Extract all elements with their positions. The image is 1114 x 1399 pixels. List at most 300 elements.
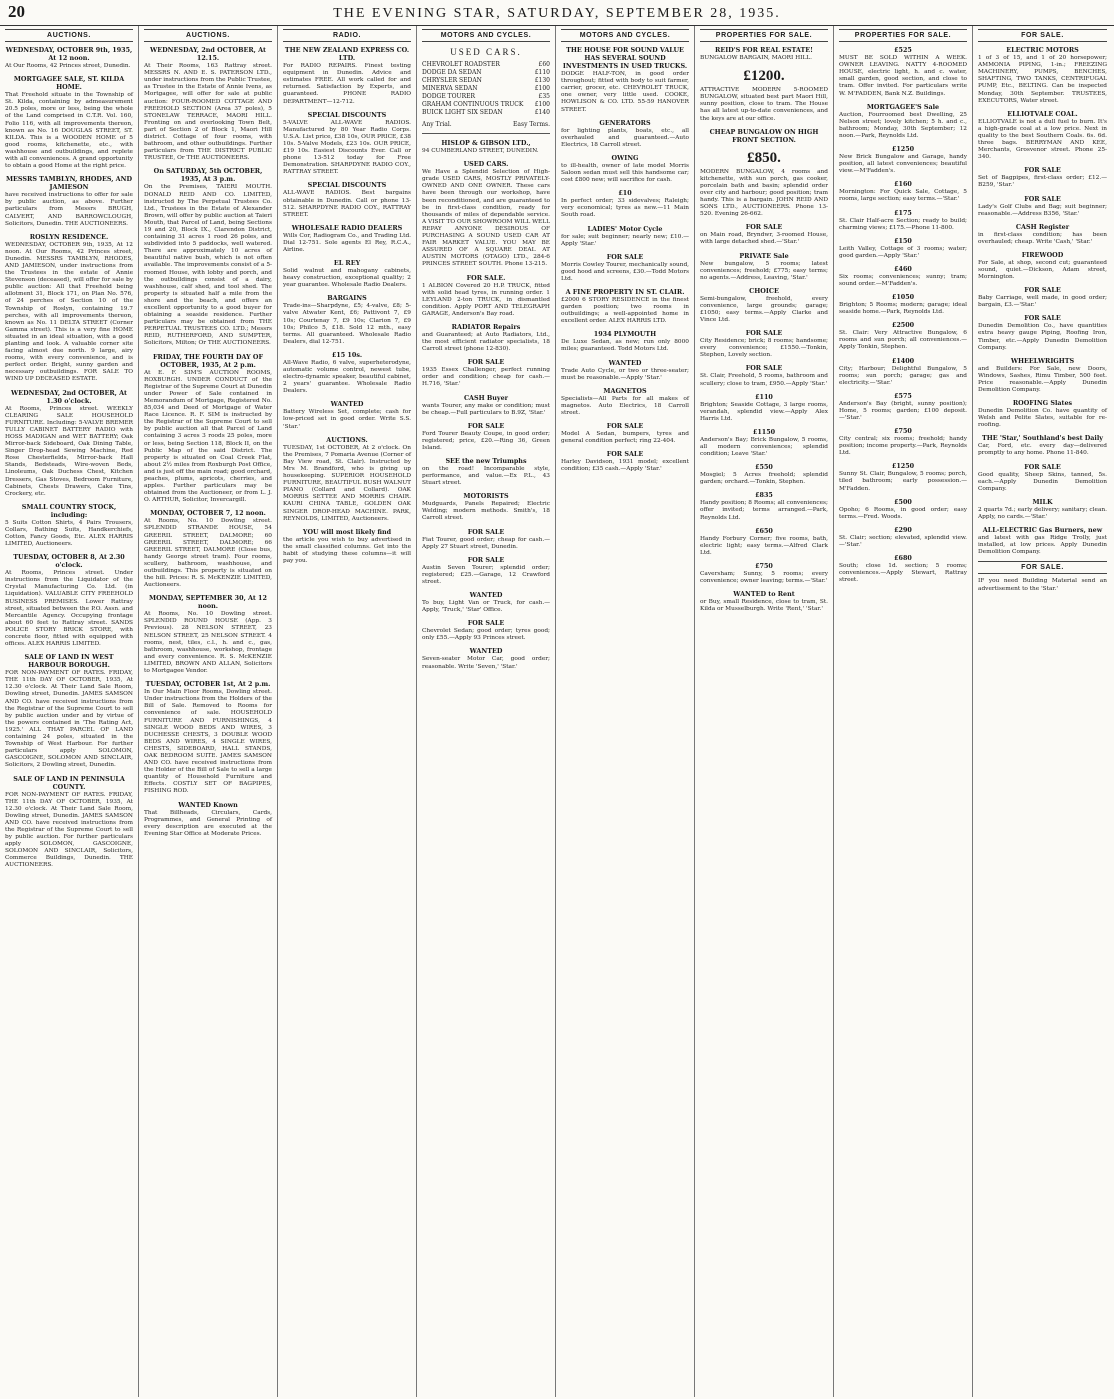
ad-heading: FOR SALE <box>467 619 505 628</box>
ad-block <box>839 265 967 288</box>
ad-body: Battery Wireless Set, complete; cash for low-priced set in good order. Write S.S. 'Star.' <box>283 409 411 430</box>
ad-heading: MORTGAGEE SALE, ST. KILDA HOME. <box>13 75 125 92</box>
ad-body: At Rooms, Princes street. Under instructions from the Liquidator of the Crystal Manufacturing Co. Ltd. (in Liquidation). VALUABLE CITY FREEHOLD BUSINESS PREMISES. Lower Rattray street, situated between the P.O. Assn. and Mercantile Agency. Occupying frontage about 60 feet to Rattray street. SANDS POLICE STORY BRICK STORE, with concrete floor, fitted with equipped with offices. ALEX HARRIS LIMITED. <box>5 570 133 648</box>
ad-block <box>422 591 550 614</box>
ad-block <box>5 389 133 498</box>
ad-block <box>422 323 550 353</box>
car-name: CHRYSLER SEDAN <box>422 77 482 85</box>
ad-body: wants Tourer, any make or condition; must be cheap.—Full particulars to B.9Z, 'Star.' <box>422 402 550 416</box>
ad-block <box>422 528 550 551</box>
ad-heading: FIREWOOD <box>1021 250 1064 259</box>
ad-block <box>839 145 967 175</box>
ad-heading: GENERATORS <box>599 118 651 127</box>
ad-heading: EL REY <box>333 259 361 268</box>
ad-block <box>422 457 550 487</box>
ad-heading: FOR SALE <box>745 329 783 338</box>
ad-heading: FOR SALE <box>745 223 783 232</box>
ad-block <box>283 259 411 289</box>
ad-block <box>561 154 689 184</box>
ad-heading: TUESDAY, OCTOBER 8, At 2.30 o'clock. <box>13 553 125 570</box>
ad-heading: ROSLYN RESIDENCE. <box>29 232 109 241</box>
ad-body: Six rooms; conveniences; sunny; tram; sound order.—M'Fadden's. <box>839 273 967 287</box>
ad-heading: REID'S FOR REAL ESTATE! <box>715 46 813 55</box>
ad-block <box>422 619 550 642</box>
ad-heading: £650 <box>755 526 773 535</box>
divider <box>422 133 550 134</box>
ad-body: Good quality, Sheep Skins, tanned, 5s. each.—Apply Dunedin Demolition Company. <box>978 471 1107 492</box>
ad-body: Mosgiel; 5 Acres freehold; splendid garden; orchard.—Tonkin, Stephen. <box>700 472 828 486</box>
ad-body: For Sale, at shop, second cut; guaranteed sound, quiet.—Dickson, Adam street, Mornington. <box>978 259 1107 281</box>
ad-heading: PRIVATE Sale <box>739 251 789 260</box>
ad-block <box>144 46 272 162</box>
ad-block <box>561 330 689 353</box>
ad-body: Lady's Golf Clubs and Bag; suit beginner; reasonable.—Address B356, 'Star.' <box>978 203 1107 217</box>
ad-body: That Freehold situate in the Township of St. Kilda, containing by admeasurement 20.5 poles, more or less, being the whole of the Land comprised in C.T.R. Vol. 160, Folio 116, with all improvements thereon, known as No. 16 DOUGLAS STREET, ST. KILDA. This is a WOODEN HOME of 5 good rooms, kitchenette, etc., with washhouse and outbuildings, and replete with all conveniences. A grand opportunity to obtain a good Home at the right price. <box>5 92 133 170</box>
column-heading: FOR SALE. <box>978 29 1107 42</box>
ad-heading: CHOICE <box>749 286 779 295</box>
ad-block <box>283 351 411 395</box>
price-row <box>422 61 550 69</box>
ad-heading: FOR SALE <box>1024 166 1061 175</box>
ad-block <box>422 422 550 452</box>
ad-body: and Builders: For Sale, new Doors, Windows, Sashes, Rimu Timber, 500 feet. Price reasonable.—Apply Dunedin Demolition Company. <box>978 365 1107 393</box>
ad-block <box>283 528 411 565</box>
ad-body: We Have a Splendid Selection of High-grade USED CARS, MOSTLY PRIVATELY-OWNED AND ONE OWNER. These cars have been through our workshop, have been reconditioned, and are guaranteed to be in first-class condition, ready for thousands of miles of dependable service. A VISIT TO OUR SHOWROOM WILL WELL REPAY ANYONE DESIROUS OF PURCHASING A SOUND USED CAR AT FAIR MARKET VALUE. YOU MAY BE ASSURED OF A SQUARE DEAL AT AUSTIN MOTORS (OTAGO) LTD., 284-6 PRINCES STREET SOUTH. Phone 13-215. <box>422 169 550 268</box>
car-price: £100 <box>534 85 550 93</box>
ad-body: Harley Davidson, 1931 model; excellent condition; £35 cash.—Apply 'Star.' <box>561 459 689 473</box>
ad-heading: WHOLESALE RADIO DEALERS <box>291 223 403 232</box>
ad-block <box>978 251 1107 281</box>
ad-block <box>561 359 689 382</box>
ad-block <box>283 400 411 430</box>
ad-body: Mornington: For Quick Sale, Cottage, 5 rooms, large section; easy terms.—'Star.' <box>839 189 967 203</box>
ad-block <box>839 526 967 549</box>
ad-block <box>561 253 689 283</box>
ad-heading: £680 <box>894 554 912 563</box>
ad-heading: BARGAINS <box>327 294 367 303</box>
ad-body: 94 CUMBERLAND STREET, DUNEDIN. <box>422 148 539 155</box>
ad-block <box>422 139 550 155</box>
ad-body: MUST BE SOLD WITHIN A WEEK. OWNER LEAVING. NATTY 4-ROOMED HOUSE, electric light, h. and c. water, small garden, good section, and close to tram. Offer invited. For particulars write W. M'FADDEN, Bank N.Z. Buildings. <box>839 55 967 97</box>
ad-heading: SPECIAL DISCOUNTS <box>307 110 387 119</box>
ad-body: and Guaranteed; at Auto Radiators, Ltd., the most efficient radiator specialists, 18 Carroll street (phone 12-830). <box>422 331 550 353</box>
ad-heading: RADIATOR Repairs <box>451 322 521 331</box>
ad-block <box>144 167 272 347</box>
ad-body: ATTRACTIVE MODERN 5-ROOMED BUNGALOW, situated best part Maori Hill, sunny position, close to tram. The House has all latest up-to-date conveniences, and the keys are at our office. <box>700 87 828 122</box>
ad-block <box>839 103 967 140</box>
ad-body: £2000 6 STORY RESIDENCE in the finest garden position; two rooms in outbuildings; a well-appointed home in excellent order. ALEX HARRIS LTD. <box>561 296 689 325</box>
ad-heading: MONDAY, OCTOBER 7, 12 noon. <box>150 509 266 518</box>
ad-heading: MOTORISTS <box>463 492 509 501</box>
ad-body: Car, Ford, etc. every day—delivered promptly to any home. Phone 11-840. <box>978 443 1107 457</box>
ad-body: Austin Seven Tourer; splendid order; registered; £25.—Garage, 12 Crawford street. <box>422 564 550 585</box>
ad-block <box>839 180 967 203</box>
ad-block <box>561 225 689 248</box>
ad-block <box>700 128 828 144</box>
ad-heading: SALE OF LAND IN WEST HARBOUR BOROUGH. <box>24 653 114 670</box>
column-2 <box>139 26 278 1397</box>
ad-block <box>283 436 411 523</box>
ad-body: Sunny St. Clair, Bungalow, 5 rooms; porch, tiled bathroom; early possession.—M'Fadden. <box>839 471 967 492</box>
ad-body: De Luxe Sedan, as new; run only 8000 miles; guaranteed. Todd Motors Ltd. <box>561 339 689 353</box>
ad-body: WEDNESDAY, OCTOBER 9th, 1935, At 12 noon. At Our Rooms, 42 Princes street, Dunedin. MESSRS TAMBLYN, RHODES, AND JAMIESON, under instructions from the Trustees in the estate of Annie Stevenson (deceased), will offer for sale by public auction: All that Freehold being allotment 31, Block 171, on Plan No. 576, of 24 perches of Section 10 of the Township of Roslyn, containing 19.7 perches, with all improvements thereon, known as No. 11 DELTA STREET (Corner Gamma street). This is a very fine HOME situated in an ideal situation, with a good planting and look. A valuable corner site facing almost due north. 9 large, airy rooms, with every convenience, and is perfect order. Bright, sunny garden and necessary outbuildings. FOR SALE TO WIND UP DECEASED ESTATE. <box>5 241 133 383</box>
ad-block <box>5 175 133 227</box>
ad-block <box>144 594 272 675</box>
ad-block <box>839 209 967 232</box>
newspaper-title: THE EVENING STAR, SATURDAY, SEPTEMBER 28, 1935. <box>333 6 781 21</box>
ad-body: St. Clair, Freehold, 5 rooms, bathroom and scullery; close to tram, £950.—Apply 'Star.' <box>700 373 828 387</box>
car-name: DODGE DA SEDAN <box>422 69 482 77</box>
ad-block <box>561 46 689 114</box>
ad-body: New bungalow, 5 rooms; latest conveniences; freehold; £775; easy terms; no agents.—Address, Leaving, 'Star.' <box>700 260 828 281</box>
column-5 <box>556 26 695 1397</box>
ad-body: 5 Suits Cotton Shirts, 4 Pairs Trousers, Collars, Bathing Suits, Handkerchiefs, Cotton, Fancy Goods, Etc. ALEX HARRIS LIMITED, Auctioneers. <box>5 519 133 548</box>
ad-body: have received instructions to offer for sale by public auction, as above. Further particulars from Messrs BRUGH, CALVERT, AND BARROWCLOUGH, Solicitors, Dunedin. THE AUCTIONEERS. <box>5 192 133 227</box>
car-price: £110 <box>534 69 550 77</box>
ad-heading: £1250 <box>891 145 915 154</box>
ad-block <box>978 434 1107 457</box>
ad-body: Handy position; 8 Rooms; all conveniences; offer invited; terms arranged.—Park, Reynolds Ltd. <box>700 500 828 521</box>
ad-heading: CASH Register <box>1015 222 1070 231</box>
ad-block <box>700 287 828 324</box>
ad-block <box>700 329 828 359</box>
car-price: £130 <box>534 77 550 85</box>
ad-body: At E. F. SIM'S AUCTION ROOMS, ROXBURGH. UNDER CONDUCT of the Registrar of the Supreme Court at Dunedin under Power of Sale contained in Memorandum of Mortgage, Registered No. 85,034 and Deed of Mortgage of Water Race Licence. R. F. SIM is instructed by the Registrar of the Supreme Court to sell by public auction all that Parcel of Land containing 3 acres 3 roods 25 poles, more or less, being Section 118, Block II, on the Public Map of the said District. The property is situated on Coal Creek Flat, about 2½ miles from Roxburgh Post Office, and is just off the main road; good orchard, peaches, plums, apricots, cherries, and apples. Further particulars may be obtained from the Auctioneer, or from L. J. O. ARTHUR, Solicitor, Invercargill. <box>144 369 272 504</box>
ad-body: Morris Cowley Tourer, mechanically sound, good hood and screens, £30.—Todd Motors Ltd. <box>561 261 689 282</box>
column-heading: PROPERTIES FOR SALE. <box>839 29 967 42</box>
ad-body: Chevrolet Sedan; good order; tyres good; only £55.—Apply 93 Princes street. <box>422 628 550 642</box>
ad-heading: £15 10s. <box>331 350 363 359</box>
ad-heading: £1050 <box>891 293 915 302</box>
ad-heading: On SATURDAY, 5th OCTOBER, 1935, At 3 p.m. <box>153 167 263 184</box>
ad-block <box>422 492 550 522</box>
ad-heading: £550 <box>755 463 773 472</box>
ad-heading: ROOFING Slates <box>1012 399 1073 408</box>
ad-body: In Our Main Floor Rooms, Dowling street. Under instructions from the Holders of the Bill of Sale. Removed to Rooms for convenience of sale. HOUSEHOLD FURNITURE AND FURNISHINGS, 4 SINGLE WOOD BEDS AND WIRES, 3 DUCHESSE CHESTS, 3 DOUBLE WOOD BEDS AND WIRES, 4 SINGLE WIRES, CHESTS, SIDEBOARD, HALL STANDS, OAK BEDROOM SUITE. JAMES SAMSON AND CO. have received instructions from the Holder of the Bill of Sale to sell a large quantity of Household Furniture and Effects. COSTLY SET OF BAGPIPES, FISHING ROD. <box>144 689 272 795</box>
ad-block <box>5 503 133 548</box>
ad-body: Brighton; Seaside Cottage, 3 large rooms, verandah, splendid view.—Apply Alex Harris Ltd. <box>700 401 828 422</box>
ad-block <box>700 46 828 62</box>
column-heading: RADIO. <box>283 29 411 42</box>
ad-heading: £750 <box>894 427 912 436</box>
ad-block <box>978 195 1107 218</box>
ad-body: Baby Carriage, well made, in good order; bargain, £3.—'Star.' <box>978 295 1107 309</box>
ad-heading: FOR SALE <box>1024 462 1061 471</box>
ad-body: At Rooms, No. 10 Dowling street. SPLENDID STRANDE HOUSE, 54 GREERIL STREET, DALMORE; 60 GREERIL STREET, DALMORE; 66 GREERIL STREET, DALMORE (Close bus, handy George street tram). Four rooms, scullery, bathroom, washhouse, and outbuildings. This property is situated on the hill. Prices: R. S. McKENZIE LIMITED, Auctioneers. <box>144 518 272 589</box>
price-row <box>422 109 550 117</box>
ad-body: or Buy, small Residence, close to tram, St. Kilda or Musselburgh. Write 'Rent,' 'Star.' <box>700 599 828 613</box>
ad-heading: LADIES' Motor Cycle <box>587 224 663 233</box>
ad-block <box>700 67 828 122</box>
ad-body: St. Clair Half-acre Section; ready to build; charming views; £175.—Phone 11-800. <box>839 217 967 231</box>
ad-block <box>5 46 133 70</box>
ad-body: At Rooms, No. 10 Dowling street. SPLENDID ROUND HOUSE (App. 3 Previous). 28 NELSON STREET, 23 NELSON STREET, 25 NELSON STREET. 4 rooms, nest, tiles, c.l., h. and c., gas, bathroom, washhouse, workshop, frontage and every convenience. R. S. McKENZIE LIMITED, BROWN AND ALLAN, Solicitors to Mortgagee Vendor. <box>144 611 272 675</box>
ad-heading: 1934 PLYMOUTH <box>593 330 657 339</box>
ad-heading: WANTED <box>608 358 642 367</box>
ad-body: for sale; suit beginner; nearly new; £10.—Apply 'Star.' <box>561 233 689 247</box>
ad-heading: £150 <box>894 236 912 245</box>
ad-body: Model A Sedan, bumpers, tyres and general condition perfect; ring 22-404. <box>561 431 689 445</box>
ad-heading: WANTED to Rent <box>733 590 795 599</box>
ad-heading: THE NEW ZEALAND EXPRESS CO. LTD. <box>284 46 410 63</box>
used-cars-heading: USED CARS. <box>450 47 522 58</box>
ad-block <box>422 160 550 268</box>
ad-block <box>283 181 411 218</box>
ad-body: Solid walnut and mahogany cabinets, heavy construction, exceptional quality; 2 year guarantee. Wholesale Radio Dealers. <box>283 268 411 289</box>
ad-body: and latest with gas Ridge Trolly, just installed, at low prices. Apply Dunedin Demolition Company. <box>978 535 1107 556</box>
ad-heading: FOR SALE <box>467 555 505 564</box>
ad-body: TUESDAY, 1st OCTOBER, At 2 o'clock. On the Premises, 7 Pomaria Avenue (Corner of Bay View road, St. Clair). Instructed by Mrs M. Brandford, who is giving up housekeeping. SUPERIOR HOUSEHOLD FURNITURE, BEAUTIFUL BUSH WALNUT PIANO (Collard and Collard). OAK MORRIS SETTEE AND MORRIS CHAIR. KAURI CHINA TABLE, GOLDEN OAK SINGER DROP-HEAD MACHINE. PARK, REYNOLDS, LIMITED, Auctioneers. <box>283 444 411 522</box>
column-3 <box>278 26 417 1397</box>
car-name: CHEVROLET ROADSTER <box>422 61 500 69</box>
ad-block <box>978 498 1107 521</box>
ad-block <box>283 294 411 346</box>
ad-block <box>978 357 1107 394</box>
ad-heading: HISLOP & GIBSON LTD., <box>441 139 531 148</box>
column-heading: PROPERTIES FOR SALE. <box>700 29 828 42</box>
ad-heading: FOR SALE <box>606 252 644 261</box>
car-price: £140 <box>534 109 550 117</box>
ad-body: FOR NON-PAYMENT OF RATES. FRIDAY, THE 11th DAY OF OCTOBER, 1935, At 12.30 o'clock. At Their Land Sale Room, Dowling street, Dunedin. JAMES SAMSON AND CO. have received instructions from the Registrar of the Supreme Court to sell by public auction. For further particulars apply SOLOMON, GASCOIGNE, SOLOMON AND SINCLAIR, Solicitors, Commerce Buildings, Dunedin. THE AUCTIONEERS. <box>5 791 133 869</box>
ad-body: At Their Rooms, 163 Rattray street. MESSRS N. AND E. S. PATERSON LTD., under instructions from the Public Trustee, as Trustee in the Estate of Annie Ivens, as Mortgagee, will offer for sale at public auction: FOUR-ROOMED COTTAGE AND FREEHOLD SECTION (Area 37 poles), 5 STONELAW TERRACE, MAORI HILL. Fronting on and overlooking Town Belt, part of Section 2 of Block 1, Maori Hill district. Cottage of four rooms, with bathroom, and other outbuildings. Further particulars from THE DISTRICT PUBLIC TRUSTEE, Or THE AUCTIONEERS. <box>144 63 272 162</box>
ad-block <box>839 462 967 492</box>
ad-heading: YOU will most likely find <box>302 527 392 536</box>
ad-block <box>700 223 828 246</box>
terms-row <box>422 121 550 129</box>
ad-heading: ELLIOTVALE COAL. <box>1007 109 1078 118</box>
ad-block <box>700 463 828 486</box>
ad-heading: WANTED <box>330 400 364 409</box>
ad-heading: FOR SALE <box>467 421 505 430</box>
car-price: £60 <box>538 61 550 69</box>
ad-body: on the road! Incomparable style, performance, and value.—Ex P.L., 43 Stuart street. <box>422 466 550 487</box>
ad-block <box>422 556 550 586</box>
ad-block <box>978 166 1107 189</box>
ad-block <box>700 590 828 613</box>
ad-block <box>700 527 828 557</box>
ad-heading: CASH Buyer <box>463 393 509 402</box>
ad-body: 1 of 3 of 15, and 1 of 20 horsepower; AMMONIA PIPING, 1-in.; FREEZING MACHINERY, PUMPS, BENCHES, SHAFTING, TWO TANKS, CENTRIFUGAL PUMP, Etc., BELTING. Can be inspected Monday, 30th September. TRUSTEES, EXECUTORS, Water street. <box>978 55 1107 104</box>
ad-heading: MORTGAGEE'S Sale <box>866 102 940 111</box>
ad-body: Anderson's Bay; Brick Bungalow, 5 rooms, all modern conveniences; splendid condition; Leave 'Star.' <box>700 436 828 458</box>
ad-heading: £575 <box>894 391 912 400</box>
ad-heading: SMALL COUNTRY STOCK, including: <box>21 502 117 519</box>
ad-block <box>839 321 967 351</box>
ad-block <box>700 491 828 521</box>
ad-block <box>839 554 967 584</box>
car-name: BUICK LIGHT SIX SEDAN <box>422 109 503 117</box>
ad-heading: MILK <box>1032 497 1053 506</box>
car-name: DODGE TOURER <box>422 93 476 101</box>
ad-block <box>839 237 967 260</box>
ad-heading: £500 <box>894 497 912 506</box>
ad-block <box>561 288 689 325</box>
ad-block <box>561 450 689 473</box>
ad-block <box>839 293 967 316</box>
ad-heading: £1250 <box>891 462 915 471</box>
ad-body: Fiat Tourer, good order; cheap for cash.—Apply 27 Stuart street, Dunedin. <box>422 536 550 550</box>
column-7 <box>834 26 973 1397</box>
ad-heading: THE 'Star,' Southland's best Daily <box>981 434 1103 443</box>
column-1 <box>0 26 139 1397</box>
ad-body: Set of Bagpipes, first-class order; £12.—B259, 'Star.' <box>978 175 1107 189</box>
ad-block <box>839 46 967 98</box>
ad-body: At Our Rooms, 42 Princes street, Dunedin. <box>5 63 131 70</box>
ad-body: City central; six rooms; freehold; handy position; income property.—Park, Reynolds Ltd. <box>839 436 967 457</box>
ad-body: for lighting plants, boats, etc., all overhauled and guaranteed.—Auto Electrics, 18 Carroll street. <box>561 127 689 148</box>
bottom-ad: IF you need Building Material send an advertisement to the 'Star.' <box>978 578 1107 592</box>
ad-heading: MESSRS TAMBLYN, RHODES, AND JAMIESON <box>5 175 133 192</box>
ad-block <box>978 286 1107 309</box>
ad-body: Anderson's Bay (bright, sunny position); Home, 5 rooms; garden; £100 deposit.—'Star.' <box>839 400 967 421</box>
terms-left: Any Trial. <box>422 121 452 129</box>
ad-block <box>422 274 550 318</box>
ad-block <box>700 364 828 387</box>
ad-heading: FOR SALE <box>467 358 505 367</box>
ad-heading: TUESDAY, OCTOBER 1st, At 2 p.m. <box>145 680 271 689</box>
ad-heading: WEDNESDAY, 2nd OCTOBER, At 12.15. <box>150 46 266 63</box>
price-headline: £1200. <box>743 68 785 85</box>
ad-body: in first-class condition; has been overhauled; cheap. Write 'Cash,' 'Star.' <box>978 231 1107 245</box>
masthead <box>0 0 1114 26</box>
ad-body: Opoho; 6 Rooms, in good order; easy terms.—Fred. Woods. <box>839 506 967 520</box>
ad-body: the article you wish to buy advertised in the small classified columns. Get into the habit of studying these columns—it will pay you. <box>283 536 411 564</box>
ad-body: Auction, Fourroomed best Dwelling, 25 Nelson street; lovely kitchen; 5 h. and c., bathroom; Monday, 30th September; 12 noon.—Park, Reynolds Ltd. <box>839 111 967 139</box>
ad-body: 2 quarts 7d.; early delivery; sanitary; clean. Apply, no cards.—'Star.' <box>978 506 1107 520</box>
ad-body: on Main road, Bryndwr, 3-roomed House, with large detached shed.—'Star.' <box>700 232 828 246</box>
ad-body: 5-VALVE ALL-WAVE RADIOS. Manufactured by 80 Year Radio Corps. U.S.A. List price, £38 10s, OUR PRICE, £38 10s. 5-Valve Models, £23 10s. OUR PRICE, £19 10s. Easiest Discounts Ever. Call or phone 13-512 today for Free Demonstration. SHARPDYNE RADIO COY., RATTRAY STREET. <box>283 119 411 176</box>
ad-heading: £1150 <box>752 427 776 436</box>
ad-heading: FOR SALE <box>606 450 644 459</box>
ad-block <box>561 119 689 149</box>
ad-heading: WEDNESDAY, 2nd OCTOBER, At 1.30 o'clock. <box>11 388 127 405</box>
ad-body: Mudguards, Panels Repaired; Electric Welding; modern methods. Smith's, 18 Carroll street. <box>422 501 550 522</box>
ad-heading: ALL-ELECTRIC Gas Burners, new <box>982 526 1103 535</box>
price-row <box>422 101 550 109</box>
ad-body: St. Clair: Very Attractive Bungalow, 6 rooms and sun porch; all conveniences.—Apply Tonkin, Stephen. <box>839 330 967 351</box>
ad-heading: FOR SALE <box>1024 314 1061 323</box>
price-row <box>422 77 550 85</box>
ad-heading: £525 <box>894 46 912 55</box>
ad-heading: FOR SALE <box>467 527 505 536</box>
ad-body: BUNGALOW BARGAIN, MAORI HILL. <box>700 55 813 62</box>
ad-block <box>422 394 550 417</box>
column-heading: AUCTIONS. <box>5 29 133 42</box>
ad-heading: £160 <box>894 180 912 189</box>
ad-body: City Residence; brick; 8 rooms; handsome; every convenience; £1550.—Tonkin, Stephen, Lovely section. <box>700 338 828 359</box>
ad-block <box>839 427 967 457</box>
ad-body: Ford Tourer Beauty Coupe, in good order; registered; price, £20.—Ring 36, Green Island. <box>422 430 550 451</box>
column-6 <box>695 26 834 1397</box>
car-name: MINERVA SEDAN <box>422 85 478 93</box>
ad-body: Leith Valley, Cottage of 3 rooms; water; good garden.—Apply 'Star.' <box>839 245 967 259</box>
ad-heading: £290 <box>894 525 912 534</box>
ad-block <box>144 353 272 505</box>
ad-heading: FOR SALE <box>1024 194 1061 203</box>
ad-block <box>561 422 689 445</box>
ad-block <box>700 393 828 423</box>
ad-block <box>561 189 689 219</box>
ad-body: On the Premises, TAIERI MOUTH. DONALD REID AND CO. LIMITED, instructed by The Perpetual Trustees Co. Ltd., Trustees in the Estate of Alexander Brown, will offer by public auction at Taieri Mouth, that Parcel of Land, being Sections 19 and 20, Block IX., Clarendon District, containing 31 acres 1 rood 26 poles, and subdivided into 5 paddocks, well watered. There are approximately 10 acres of beautiful native bush, which is not often available. The improvements consist of a 5-roomed House, with lobby and porch, and the outbuildings consist of a dairy, washhouse, calf shed, and tool shed. The property is situated half a mile from the shore and the beach, and offers an excellent opportunity to a good buyer for obtaining a seaside residence. Further particulars may be obtained from THE PERPETUAL TRUSTEES CO. LTD.; Messrs REID, RUTHERFORD, AND SUMPTER, Solicitors, Milton; Or THE AUCTIONEERS. <box>144 184 272 347</box>
column-8 <box>973 26 1112 1397</box>
ad-block <box>839 498 967 521</box>
ad-body: Caversham; Sunny, 5 rooms; every convenience; owner leaving; terms.—'Star.' <box>700 570 828 585</box>
ad-heading: SEE the new Triumphs <box>445 457 527 465</box>
ad-heading: ELECTRIC MOTORS <box>1006 46 1079 55</box>
ad-body: All-Wave Radio, 6 valve, superheterodyne, automatic volume control, newest tube, electro-dynamic speaker, beautiful cabinet, 2 years' guarantee. Wholesale Radio Dealers. <box>283 359 411 395</box>
ad-heading: MAGNETOS <box>603 386 647 395</box>
ad-block <box>5 75 133 170</box>
ad-block <box>839 392 967 422</box>
ad-block <box>422 358 550 388</box>
ad-body: Brighton; 5 Rooms; modern; garage; ideal seaside home.—Park, Reynolds Ltd. <box>839 302 967 316</box>
column-4 <box>417 26 556 1397</box>
ad-heading: £2500 <box>891 321 915 330</box>
ad-heading: WHEELWRIGHTS <box>1010 356 1075 365</box>
ad-block <box>978 463 1107 493</box>
ad-body: South; close 1d. section; 5 rooms; conveniences.—Apply Stewart, Rattray street. <box>839 563 967 584</box>
ad-block <box>700 428 828 458</box>
ad-heading: £835 <box>755 491 773 500</box>
ad-block <box>283 46 411 106</box>
ad-heading: USED CARS. <box>463 160 509 169</box>
ad-block <box>144 680 272 795</box>
ad-block <box>561 387 689 417</box>
ad-block <box>422 46 550 134</box>
ad-block <box>700 149 828 219</box>
ad-block <box>5 775 133 870</box>
ad-heading: £10 <box>618 189 632 198</box>
ad-block <box>839 357 967 387</box>
ad-heading: WANTED Known <box>178 800 238 809</box>
ad-body: Trade-ins—Sharpdyne, £5; 4-valve, £8; 5-valve Atwater Kent, £6; Pattivont 7, £9 10s; Courtenay 7, £9 10s; Clarion 7, £9 10s; Philco 5, £18. Sold 12 mth., easy terms. All guaranteed. Wholesale Radio Dealers, dial 12-751. <box>283 303 411 345</box>
ad-block <box>700 252 828 282</box>
ad-body: St. Clair; section; elevated, splendid view.—'Star.' <box>839 534 967 548</box>
page-number: 20 <box>8 2 25 21</box>
ad-heading: AUCTIONS. <box>326 435 368 444</box>
ad-heading: CHEAP BUNGALOW ON HIGH FRONT SECTION. <box>709 127 819 144</box>
ad-heading: £110 <box>755 392 773 401</box>
ad-body: Dunedin Demolition Co., have quantities extra heavy gauge Piping, Roofing Iron, Timber, etc.—Apply Dunedin Demolition Company. <box>978 323 1107 351</box>
ad-heading: £460 <box>894 264 912 273</box>
ad-body: DODGE HALF-TON, in good order throughout; fitted with body to suit farmer, carrier, grocer, etc. CHEVROLET TRUCK, one owner, very little used. COOKE, HOWLISON & CO. LTD. 55-59 HANOVER STREET. <box>561 71 689 113</box>
ad-body: to ill-health, owner of late model Morris Saloon sedan must sell this handsome car; cost £800 new; will sacrifice for cash. <box>561 162 689 184</box>
ad-heading: £1400 <box>891 356 915 365</box>
ad-body: That Billheads, Circulars, Cards, Programmes, and General Printing of every description are executed at the Evening Star Office at Moderate Prices. <box>144 809 272 837</box>
ad-body: To buy, Light Van or Truck, for cash.—Apply, 'Truck,' 'Star' Office. <box>422 600 550 614</box>
ad-heading: FOR SALE <box>606 422 644 430</box>
terms-right: Easy Terms. <box>513 121 550 129</box>
ad-heading: SALE OF LAND IN PENINSULA COUNTY. <box>13 774 125 791</box>
car-price: £35 <box>538 93 550 101</box>
ad-block <box>978 223 1107 246</box>
ad-body: Trade Auto Cycle, or two or three-seater; must be reasonable.—Apply 'Star.' <box>561 367 689 381</box>
ad-heading: A FINE PROPERTY IN ST. CLAIR. <box>565 287 685 296</box>
ad-body: Specialists—All Parts for all makes of magnetos. Auto Electrics, 18 Carroll street. <box>561 395 689 416</box>
ad-heading: SPECIAL DISCOUNTS <box>307 181 387 190</box>
ad-body: 1 ALBION Covered 20 H.P. TRUCK, fitted with solid head tyres, in running order. 1 LEYLAND 2-ton TRUCK, in dismantled condition. Apply PORT AND TELEGRAPH GARAGE, Anderson's Bay road. <box>422 282 550 317</box>
car-price: £100 <box>534 101 550 109</box>
price-row <box>422 93 550 101</box>
ad-block <box>978 526 1107 556</box>
column-heading: FOR SALE. <box>978 561 1107 574</box>
ad-body: Wills Cor, Radiogram Co., and Trading Ltd. Dial 12-751. Sole agents El Rey, R.C.A., Airline. <box>283 232 411 253</box>
ad-block <box>5 553 133 648</box>
columns-container <box>0 26 1114 1397</box>
ad-block <box>422 647 550 670</box>
ad-body: At Rooms, Princes street. WEEKLY CLEARING SALE HOUSEHOLD FURNITURE. Including: 5-VALVE BREMER TULLY CABINET BATTERY RADIO with HOSS MADIGAN and WET BATTERY; Oak Mirror-back Sideboard, Oak Dining Table, Singer Drop-head Sewing Machine, Red Rose Chesterfields, Mirror-back Hall Stands, Bedsteads, Wire-woven Beds, Linoleums, Oak Duchess Chest, Kitchen Dressers, Gas Stoves, Bedroom Furniture, Cabinets, Chests Drawers, Cake Tins, Crockery, etc. <box>5 405 133 497</box>
ad-body: MODERN BUNGALOW, 4 rooms and kitchenette, with sun porch, gas cooker, porcelain bath and basin; splendid order over city and harbour; good position; tram handy. This is a bargain. JOHN REID AND SONS LTD., AUCTIONEERS. Phone 13-520. Evening 26-662. <box>700 168 828 218</box>
